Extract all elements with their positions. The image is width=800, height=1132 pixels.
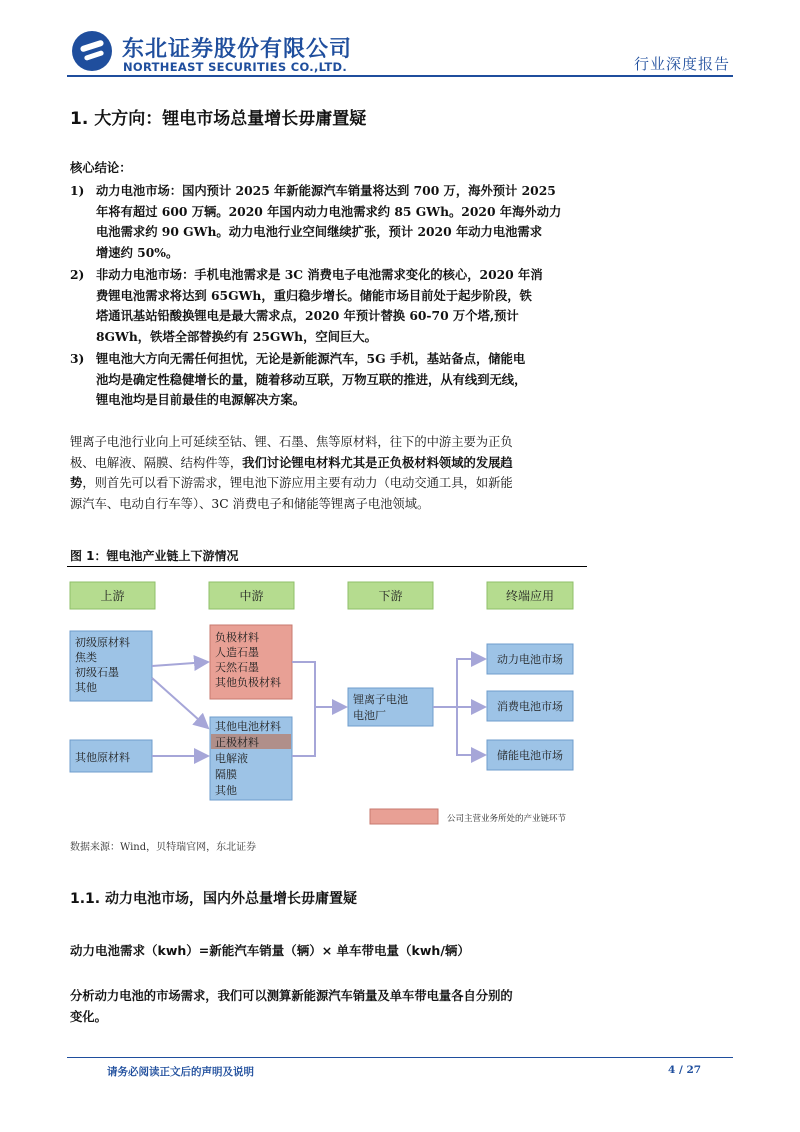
paragraph-emphasis: 势 xyxy=(70,475,83,490)
list-number: 3) xyxy=(70,351,85,366)
box-line: 储能电池市场 xyxy=(497,749,563,762)
list-item-line: 锂电池大方向无需任何担忧，无论是新能源汽车，5G 手机，基站备点，储能电 xyxy=(96,351,526,366)
flow-arrow xyxy=(152,678,208,728)
paragraph-line xyxy=(70,453,513,474)
industry-chain-diagram xyxy=(67,568,587,830)
stage-end-application-label: 终端应用 xyxy=(505,589,555,603)
figure-caption: 图 1：锂电池产业链上下游情况 xyxy=(70,549,239,563)
paragraph-emphasis: 我们讨论锂电材料尤其是正负极材料领域的发展趋 xyxy=(242,454,513,470)
list-number: 2) xyxy=(70,267,85,282)
report-type: 行业深度报告 xyxy=(633,55,730,73)
flow-arrow xyxy=(292,707,315,756)
section-title: 1. 大方向：锂电市场总量增长毋庸置疑 xyxy=(70,109,367,129)
box-line: 负极材料 xyxy=(215,631,259,644)
box-line: 焦类 xyxy=(75,651,97,664)
legend-label: 公司主营业务所处的产业链环节 xyxy=(447,814,567,824)
list-item-line: 锂电池均是目前最佳的电源解决方案。 xyxy=(96,392,306,407)
footer-divider xyxy=(67,1057,733,1058)
formula: 动力电池需求（kwh）=新能汽车销量（辆）× 单车带电量（kwh/辆） xyxy=(70,943,470,958)
box-line: 其他原材料 xyxy=(75,751,130,764)
paragraph-line: 锂离子电池行业向上可延续至钴、锂、石墨、焦等原材料，往下的中游主要为正负 xyxy=(70,435,513,449)
analysis-line: 变化。 xyxy=(70,1008,107,1024)
box-line: 正极材料 xyxy=(215,736,259,749)
figure-source: 数据来源：Wind，贝特瑞官网，东北证券 xyxy=(70,842,257,853)
box-line: 隔膜 xyxy=(215,768,237,781)
subsection-title: 1.1. 动力电池市场，国内外总量增长毋庸置疑 xyxy=(70,891,357,907)
legend-swatch xyxy=(370,809,438,824)
flow-arrow xyxy=(152,662,208,666)
flow-arrow xyxy=(457,707,485,755)
analysis-line: 分析动力电池的市场需求，我们可以测算新能源汽车销量及单车带电量各自分别的 xyxy=(70,988,513,1003)
company-name-cn: 东北证券股份有限公司 xyxy=(122,37,353,62)
footer-notice: 请务必阅读正文后的声明及说明 xyxy=(107,1066,254,1078)
core-conclusion-label: 核心结论： xyxy=(70,160,132,175)
box-line: 电池厂 xyxy=(353,709,386,722)
paragraph-line xyxy=(70,473,513,494)
flow-arrow xyxy=(292,662,346,707)
list-number: 1) xyxy=(70,183,85,198)
stage-upstream-label: 上游 xyxy=(100,589,125,603)
list-item-line: 增速约 50%。 xyxy=(96,244,179,260)
paragraph-text: ，则首先可以看下游需求，锂电池下游应用主要有动力（电动交通工具，如新能 xyxy=(82,476,513,490)
flow-arrow xyxy=(433,659,485,707)
page-number: 4 / 27 xyxy=(668,1064,702,1076)
box-line: 人造石墨 xyxy=(215,646,259,659)
stage-downstream-label: 下游 xyxy=(378,589,403,603)
list-item-line: 动力电池市场：国内预计 2025 年新能源汽车销量将达到 700 万，海外预计 2025 xyxy=(96,183,556,198)
list-item-line: 8GWh，铁塔全部替换约有 25GWh，空间巨大。 xyxy=(96,328,377,344)
box-line: 其他负极材料 xyxy=(215,676,281,689)
box-line: 动力电池市场 xyxy=(497,653,563,666)
box-line: 锂离子电池 xyxy=(353,693,408,706)
paragraph-text: 极、电解液、隔膜、结构件等， xyxy=(70,455,243,470)
list-item-line: 费锂电池需求将达到 65GWh，重归稳步增长。储能市场目前处于起步阶段，铁 xyxy=(96,287,532,303)
box-line: 电解液 xyxy=(215,752,248,765)
box-line: 其他 xyxy=(215,784,237,797)
list-item-line: 非动力电池市场：手机电池需求是 3C 消费电子电池需求变化的核心，2020 年消 xyxy=(96,267,543,282)
list-item-line: 电池需求约 90 GWh。动力电池行业空间继续扩张，预计 2020 年动力电池需求 xyxy=(96,224,543,239)
header-divider xyxy=(67,75,733,77)
stage-midstream-label: 中游 xyxy=(239,589,264,603)
box-line: 其他电池材料 xyxy=(215,720,281,733)
box-line: 其他 xyxy=(75,681,97,694)
figure-top-rule xyxy=(67,566,587,567)
list-item-line: 池均是确定性稳健增长的量，随着移动互联，万物互联的推进，从有线到无线， xyxy=(96,371,527,387)
box-line: 天然石墨 xyxy=(215,661,259,674)
company-name-en: NORTHEAST SECURITIES CO.,LTD. xyxy=(123,60,347,74)
company-logo xyxy=(72,31,112,71)
box-line: 初级石墨 xyxy=(75,666,119,679)
list-item-line: 年将有超过 600 万辆。2020 年国内动力电池需求约 85 GWh。2020 年海外动力 xyxy=(96,203,562,219)
box-line: 初级原材料 xyxy=(75,636,130,649)
paragraph-line: 源汽车、电动自行车等）、3C 消费电子和储能等锂离子电池领域。 xyxy=(70,496,430,511)
box-line: 消费电池市场 xyxy=(497,700,563,713)
list-item-line: 塔通讯基站铅酸换锂电是最大需求点，2020 年预计替换 60-70 万个塔,预计 xyxy=(96,308,519,323)
